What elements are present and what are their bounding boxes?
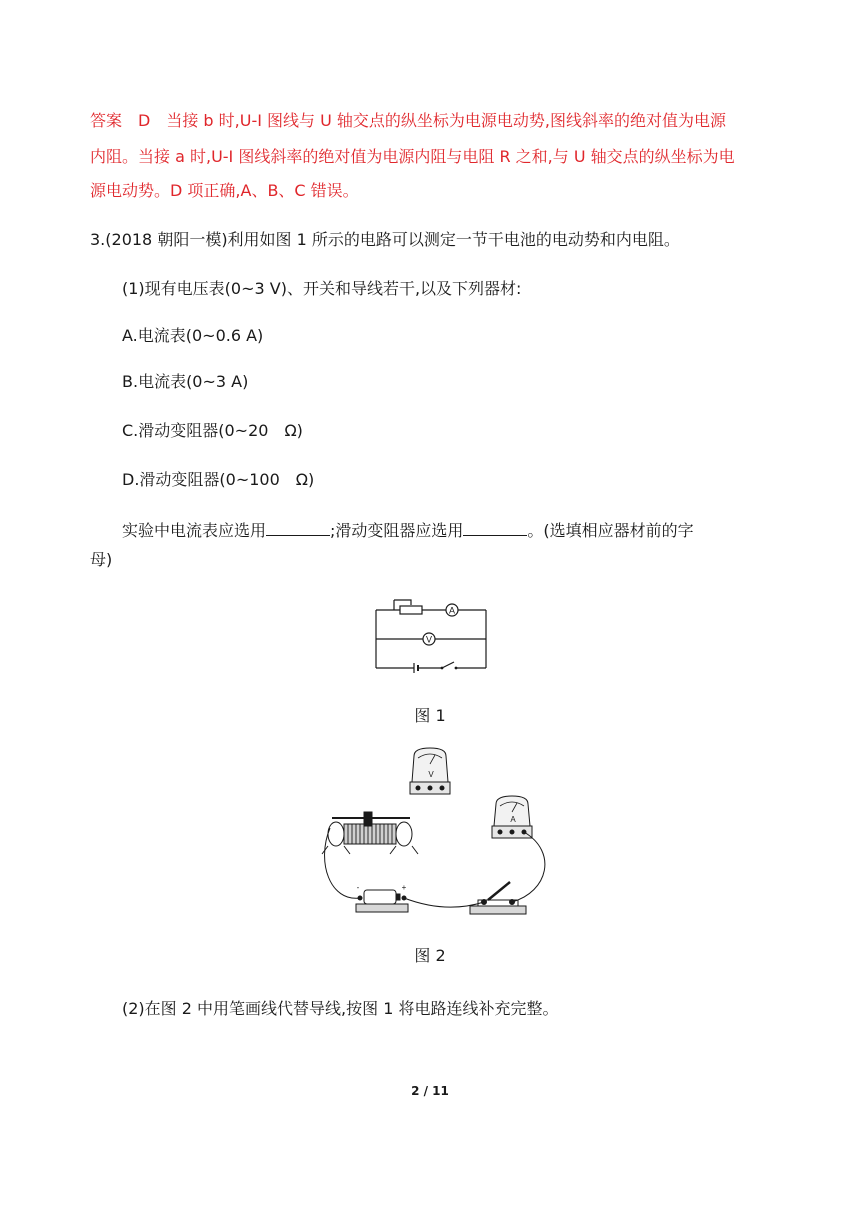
switch-device bbox=[470, 882, 526, 914]
answer-blank-ammeter[interactable] bbox=[266, 518, 330, 536]
fill-text-b: ;滑动变阻器应选用 bbox=[330, 521, 464, 540]
battery-minus-sign: - bbox=[356, 883, 360, 892]
battery-device bbox=[356, 890, 408, 912]
wire-switch-to-ammeter bbox=[512, 832, 545, 902]
figure-2-apparatus bbox=[318, 742, 550, 922]
rheostat-resistor-symbol bbox=[400, 606, 422, 614]
rheostat-slider-symbol bbox=[394, 600, 411, 605]
option-b: B.电流表(0~3 A) bbox=[122, 372, 249, 391]
answer-blank-rheostat[interactable] bbox=[463, 518, 527, 536]
fill-in-continued: 母) bbox=[90, 550, 113, 569]
figure-2-caption: 图 2 bbox=[414, 946, 446, 965]
voltmeter-device-label: V bbox=[428, 770, 434, 779]
question-stem: 3.(2018 朝阳一模)利用如图 1 所示的电路可以测定一节干电池的电动势和内电阻。 bbox=[90, 230, 680, 249]
figure-1-circuit bbox=[370, 596, 494, 680]
figure-1-caption: 图 1 bbox=[414, 706, 446, 725]
answer-line-1: 答案 D 当接 b 时,U-I 图线与 U 轴交点的纵坐标为电源电动势,图线斜率的绝对值为电源 bbox=[90, 111, 726, 130]
rheostat-device bbox=[322, 812, 418, 854]
ammeter-label: A bbox=[448, 605, 456, 616]
fill-in-line bbox=[122, 518, 694, 542]
question-part1: (1)现有电压表(0~3 V)、开关和导线若干,以及下列器材: bbox=[122, 279, 522, 298]
voltmeter-label: V bbox=[425, 634, 433, 645]
option-c: C.滑动变阻器(0~20 Ω) bbox=[122, 421, 303, 440]
answer-line-3: 源电动势。D 项正确,A、B、C 错误。 bbox=[90, 181, 359, 200]
option-d: D.滑动变阻器(0~100 Ω) bbox=[122, 470, 315, 489]
question-part2: (2)在图 2 中用笔画线代替导线,按图 1 将电路连线补充完整。 bbox=[122, 999, 559, 1018]
page-number: 2 / 11 bbox=[411, 1084, 449, 1098]
battery-plus-sign: + bbox=[401, 883, 407, 892]
ammeter-device-label: A bbox=[510, 815, 516, 824]
fill-text-a: 实验中电流表应选用 bbox=[122, 521, 267, 540]
option-a: A.电流表(0~0.6 A) bbox=[122, 326, 264, 345]
answer-line-2: 内阻。当接 a 时,U-I 图线斜率的绝对值为电源内阻与电阻 R 之和,与 U 轴交点的纵坐标为电 bbox=[90, 147, 735, 166]
switch-blade bbox=[442, 662, 454, 668]
fill-text-c: 。(选填相应器材前的字 bbox=[527, 521, 694, 540]
